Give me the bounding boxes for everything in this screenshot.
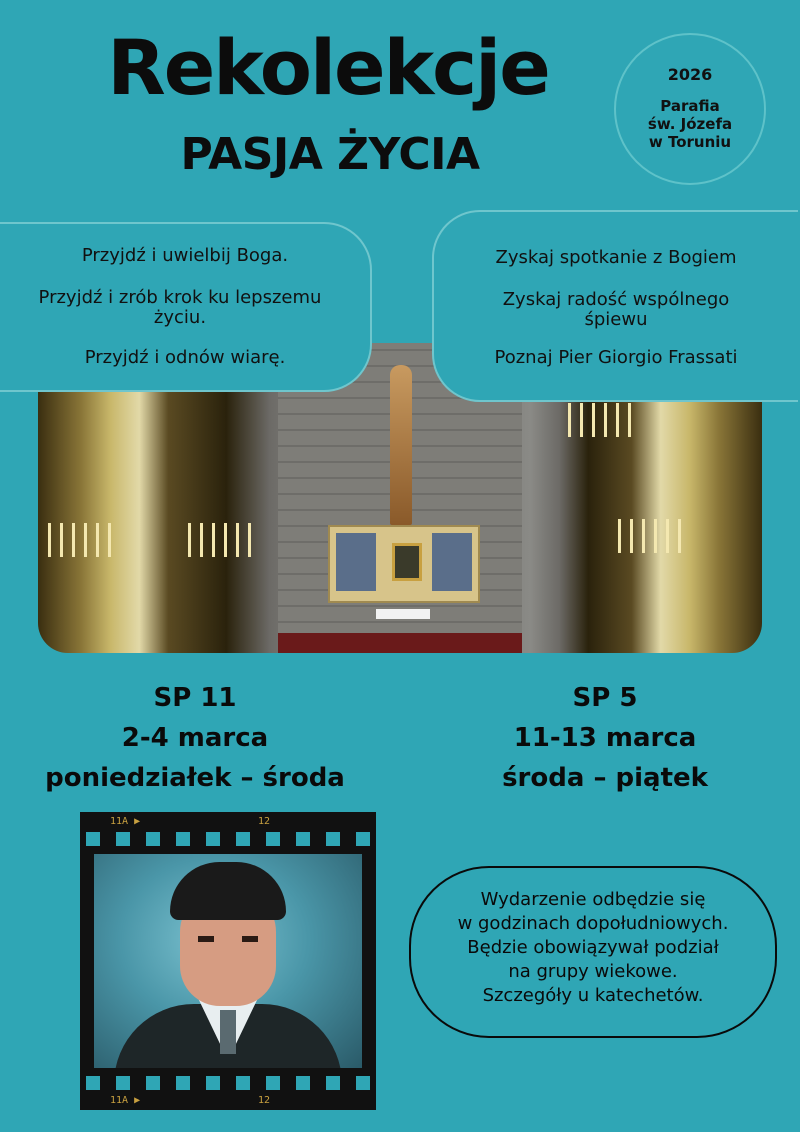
film-mark: 12	[258, 1095, 271, 1106]
portrait-eyes	[198, 936, 258, 942]
schedule-school: SP 5	[572, 683, 638, 713]
schedule-right	[440, 678, 770, 798]
film-frame-portrait	[80, 812, 376, 1110]
invite-line: Zyskaj spotkanie z Bogiem	[495, 247, 737, 268]
badge-parish-line: św. Józefa	[647, 115, 733, 133]
angel-icon	[336, 533, 376, 591]
film-perforation-bottom	[86, 1076, 370, 1090]
schedule-days: środa – piątek	[502, 763, 708, 793]
info-note-text	[421, 888, 765, 1008]
invite-line: Przyjdź i zrób krok ku lepszemu życiu.	[38, 287, 322, 328]
badge-parish-line: w Toruniu	[648, 133, 732, 151]
schedule-dates: 2-4 marca	[121, 723, 269, 753]
madonna-icon	[392, 543, 422, 581]
invite-line: Poznaj Pier Giorgio Frassati	[494, 347, 738, 368]
invite-bubble-left	[0, 222, 372, 392]
badge-year: 2026	[667, 65, 713, 84]
invite-bubble-right	[432, 210, 798, 402]
angel-icon	[432, 533, 472, 591]
schedule-dates: 11-13 marca	[513, 723, 697, 753]
badge-parish-line: Parafia	[660, 97, 720, 115]
note-line: w godzinach dopołudniowych.	[457, 913, 729, 934]
film-mark: 12	[258, 816, 271, 827]
invite-line: Przyjdź i odnów wiarę.	[84, 347, 286, 368]
schedule-school: SP 11	[153, 683, 237, 713]
film-perforation-top	[86, 832, 370, 846]
note-line: na grupy wiekowe.	[508, 961, 678, 982]
portrait-photo	[94, 854, 362, 1068]
candles-right-2	[618, 519, 688, 553]
candles-left-2	[188, 523, 258, 557]
poster-title: Rekolekcje	[107, 23, 549, 112]
altar-table	[376, 609, 430, 619]
film-mark: 11A ▶	[110, 1095, 141, 1106]
candles-left	[48, 523, 118, 557]
badge-parish	[616, 97, 764, 151]
note-line: Będzie obowiązywał podział	[467, 937, 719, 958]
sanctuary-floor	[278, 633, 522, 653]
invite-line: Przyjdź i uwielbij Boga.	[81, 245, 289, 266]
schedule-days: poniedziałek – środa	[45, 763, 345, 793]
poster-subtitle: PASJA ŻYCIA	[180, 129, 480, 180]
film-mark: 11A ▶	[110, 816, 141, 827]
portrait-tie	[220, 1010, 236, 1054]
parish-badge	[614, 33, 766, 185]
note-line: Szczegóły u katechetów.	[482, 985, 704, 1006]
altar-triptych	[328, 525, 480, 603]
info-note	[409, 866, 777, 1038]
invite-line: Zyskaj radość wspólnego śpiewu	[502, 289, 730, 330]
note-line: Wydarzenie odbędzie się	[480, 889, 706, 910]
schedule-left	[30, 678, 360, 798]
portrait-hair	[170, 862, 286, 920]
candles-right	[568, 403, 638, 437]
statue	[390, 365, 412, 525]
